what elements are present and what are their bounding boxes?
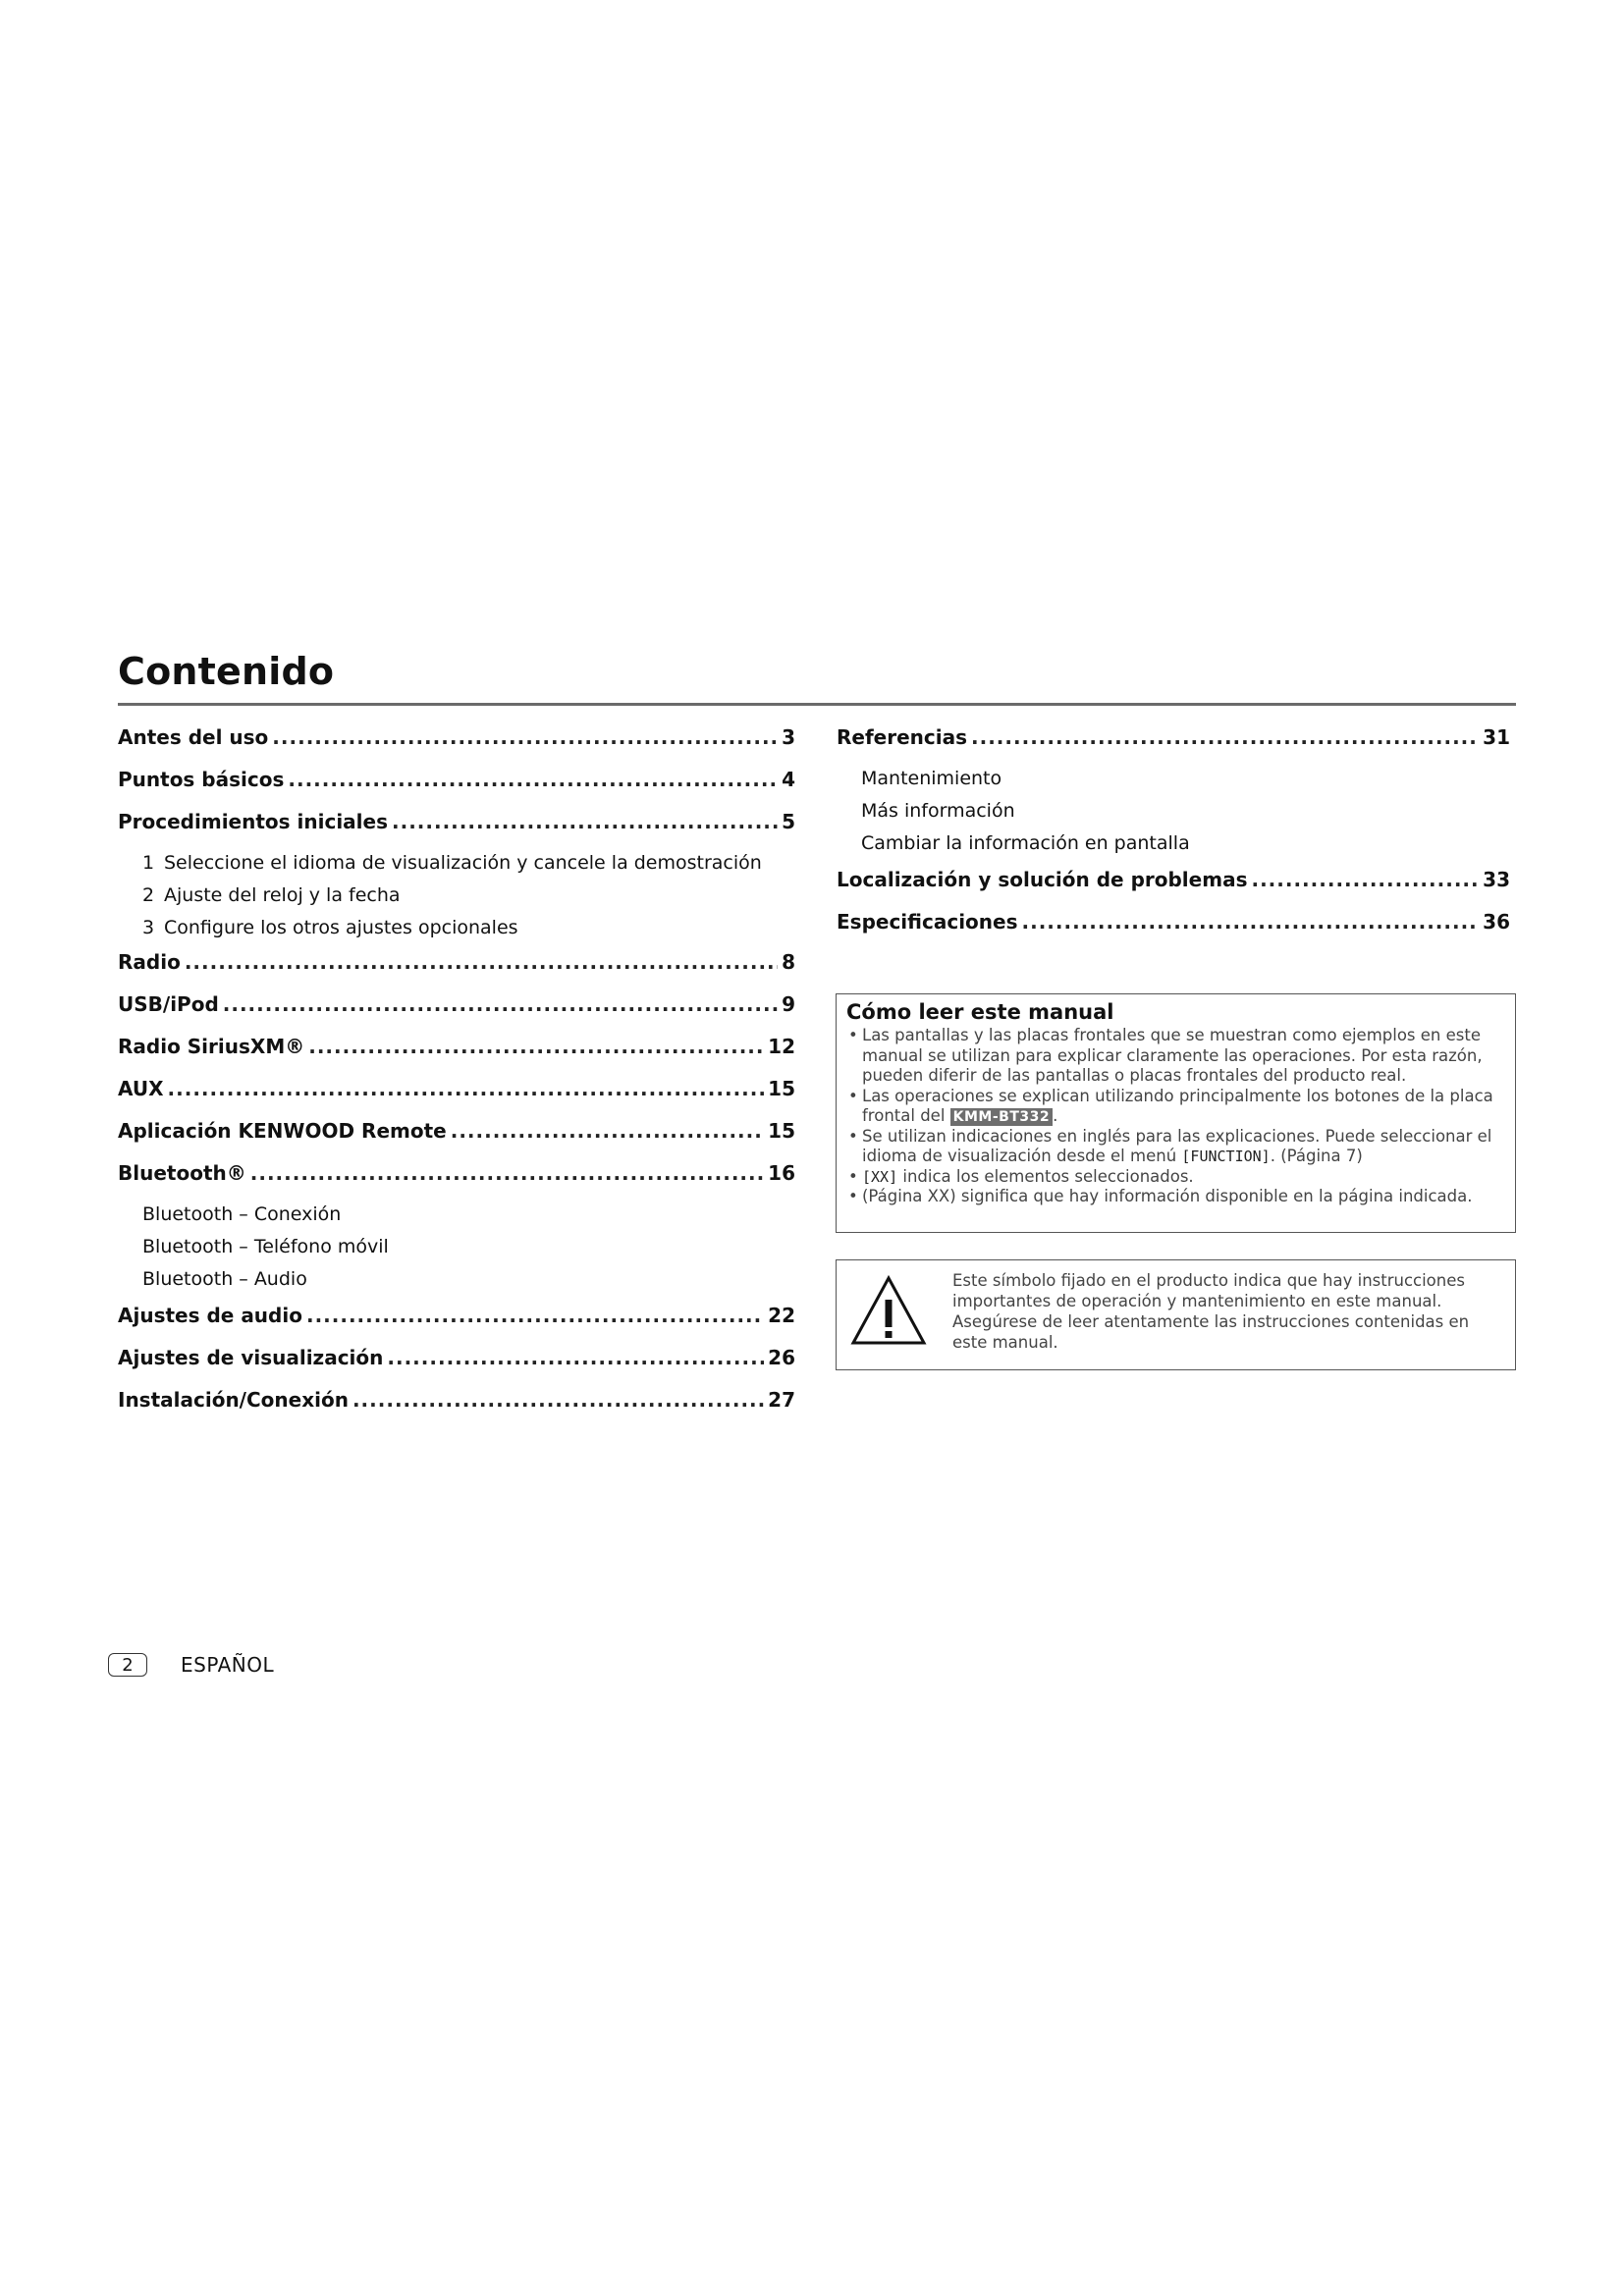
- warning-line-2: Asegúrese de leer atentamente las instrucciones contenidas en este manual.: [952, 1312, 1470, 1352]
- selected-item-code: [XX]: [862, 1167, 898, 1186]
- toc-entry-procedimientos-iniciales[interactable]: Procedimientos iniciales ..... 5: [118, 791, 795, 833]
- warning-line-1: Este símbolo fijado en el producto indica que hay instrucciones importantes de operación y mantenimiento en este manual.: [952, 1271, 1465, 1310]
- toc-entry-puntos-basicos[interactable]: Puntos básicos ..... 4: [118, 749, 795, 791]
- toc-entry-radio-siriusxm[interactable]: Radio SiriusXM® ..... 12: [118, 1016, 795, 1058]
- toc-entry-localizacion[interactable]: Localización y solución de problemas ..... 33: [837, 854, 1510, 891]
- how-to-read-bullet-1: • Las pantallas y las placas frontales que se muestran como ejemplos en este manual se utilizan para explicar claramente las operaciones. Por esta razón, pueden diferir de las pantallas o placas frontales del producto real.: [846, 1026, 1505, 1087]
- toc-subentry-bt-audio[interactable]: Bluetooth – Audio: [142, 1268, 307, 1290]
- warning-text: [952, 1270, 1502, 1353]
- how-to-read-bullet-3: • Se utilizan indicaciones en inglés para las explicaciones. Puede seleccionar el idioma de visualización desde el menú [FUNCTION]. (Página 7): [846, 1127, 1505, 1167]
- toc-subentry-reloj[interactable]: 2 Ajuste del reloj y la fecha: [142, 884, 401, 906]
- toc-left-column: [118, 707, 795, 1412]
- toc-right-column: [837, 707, 1510, 934]
- toc-subentry-bt-telefono[interactable]: Bluetooth – Teléfono móvil: [142, 1236, 389, 1257]
- toc-entry-referencias[interactable]: Referencias ..... 31: [837, 707, 1510, 749]
- toc-subentry-bt-conexion[interactable]: Bluetooth – Conexión: [142, 1203, 342, 1225]
- toc-entry-instalacion[interactable]: Instalación/Conexión ..... 27: [118, 1369, 795, 1412]
- warning-triangle-icon: [850, 1274, 927, 1347]
- toc-entry-especificaciones[interactable]: Especificaciones ..... 36: [837, 891, 1510, 934]
- toc-entry-ajustes-visualizacion[interactable]: Ajustes de visualización ..... 26: [118, 1327, 795, 1369]
- toc-subentry-cambiar-informacion[interactable]: Cambiar la información en pantalla: [861, 832, 1190, 854]
- how-to-read-bullet-2: • Las operaciones se explican utilizando principalmente los botones de la placa frontal del KMM-BT332 .: [846, 1087, 1505, 1127]
- title-divider: [118, 703, 1516, 706]
- page-footer: [108, 1653, 274, 1677]
- toc-entry-radio[interactable]: Radio ..... 8: [118, 938, 795, 974]
- toc-entry-ajustes-audio[interactable]: Ajustes de audio ..... 22: [118, 1290, 795, 1327]
- toc-entry-aux[interactable]: AUX ..... 15: [118, 1058, 795, 1100]
- language-label: ESPAÑOL: [181, 1653, 275, 1677]
- function-menu-label: [FUNCTION]: [1181, 1148, 1271, 1165]
- warning-box: [836, 1259, 1516, 1370]
- toc-subentry-ajustes-opcionales[interactable]: 3 Configure los otros ajustes opcionales: [142, 917, 518, 938]
- toc-subentry-mas-informacion[interactable]: Más información: [861, 800, 1015, 822]
- how-to-read-title: Cómo leer este manual: [846, 1000, 1114, 1024]
- how-to-read-bullet-4: • [XX] indica los elementos seleccionados.: [846, 1167, 1505, 1188]
- toc-entry-kenwood-remote[interactable]: Aplicación KENWOOD Remote ..... 15: [118, 1100, 795, 1143]
- how-to-read-box: [836, 993, 1516, 1233]
- toc-entry-usb-ipod[interactable]: USB/iPod ..... 9: [118, 974, 795, 1016]
- model-badge: KMM-BT332: [950, 1108, 1053, 1126]
- toc-entry-bluetooth[interactable]: Bluetooth® ..... 16: [118, 1143, 795, 1185]
- how-to-read-bullet-5: • (Página XX) significa que hay información disponible en la página indicada.: [846, 1187, 1505, 1207]
- page-title: Contenido: [118, 650, 335, 693]
- page-number: 2: [108, 1653, 147, 1677]
- toc-entry-antes-del-uso[interactable]: Antes del uso ..... 3: [118, 707, 795, 749]
- toc-subentry-idioma[interactable]: 1 Seleccione el idioma de visualización y cancele la demostración: [142, 852, 762, 874]
- toc-subentry-mantenimiento[interactable]: Mantenimiento: [861, 768, 1002, 789]
